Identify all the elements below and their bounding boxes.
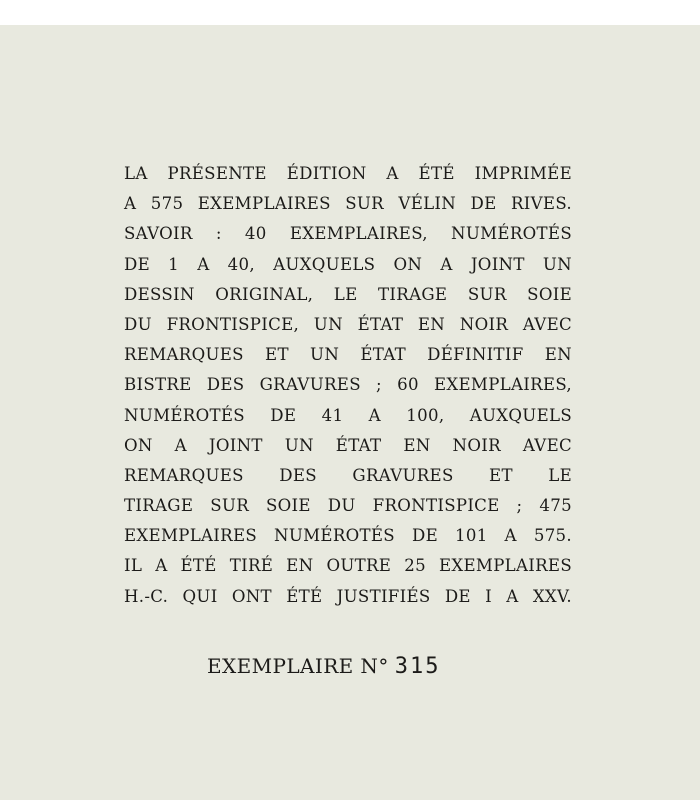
justification-line: DE 1 A 40, AUXQUELS ON A JOINT UN bbox=[124, 254, 572, 274]
justification-line: ON A JOINT UN ÉTAT EN NOIR AVEC bbox=[124, 435, 572, 455]
justification-line: DESSIN ORIGINAL, LE TIRAGE SUR SOIE bbox=[124, 284, 572, 304]
justification-line: EXEMPLAIRES NUMÉROTÉS DE 101 A 575. bbox=[124, 526, 572, 546]
justification-line: REMARQUES ET UN ÉTAT DÉFINITIF EN bbox=[124, 345, 572, 365]
colophon-page bbox=[0, 25, 700, 800]
justification-line: LA PRÉSENTE ÉDITION A ÉTÉ IMPRIMÉE bbox=[124, 164, 572, 183]
justification-line: A 575 EXEMPLAIRES SUR VÉLIN DE RIVES. bbox=[124, 194, 572, 214]
justification-line: SAVOIR : 40 EXEMPLAIRES, NUMÉROTÉS bbox=[124, 224, 572, 244]
copy-number-label: EXEMPLAIRE N° bbox=[207, 654, 389, 678]
justification-line: H.-C. QUI ONT ÉTÉ JUSTIFIÉS DE I A XXV. bbox=[124, 586, 572, 606]
copy-number bbox=[207, 652, 482, 681]
justification-line: REMARQUES DES GRAVURES ET LE bbox=[124, 465, 572, 485]
justification-line: DU FRONTISPICE, UN ÉTAT EN NOIR AVEC bbox=[124, 314, 572, 334]
copy-number-value: 315 bbox=[394, 654, 441, 679]
justification-line: TIRAGE SUR SOIE DU FRONTISPICE ; 475 bbox=[124, 496, 572, 516]
justification-line: BISTRE DES GRAVURES ; 60 EXEMPLAIRES, bbox=[124, 375, 572, 395]
justification-line: NUMÉROTÉS DE 41 A 100, AUXQUELS bbox=[124, 405, 572, 425]
justification-line: IL A ÉTÉ TIRÉ EN OUTRE 25 EXEMPLAIRES bbox=[124, 556, 572, 576]
justification-paragraph bbox=[124, 159, 572, 612]
